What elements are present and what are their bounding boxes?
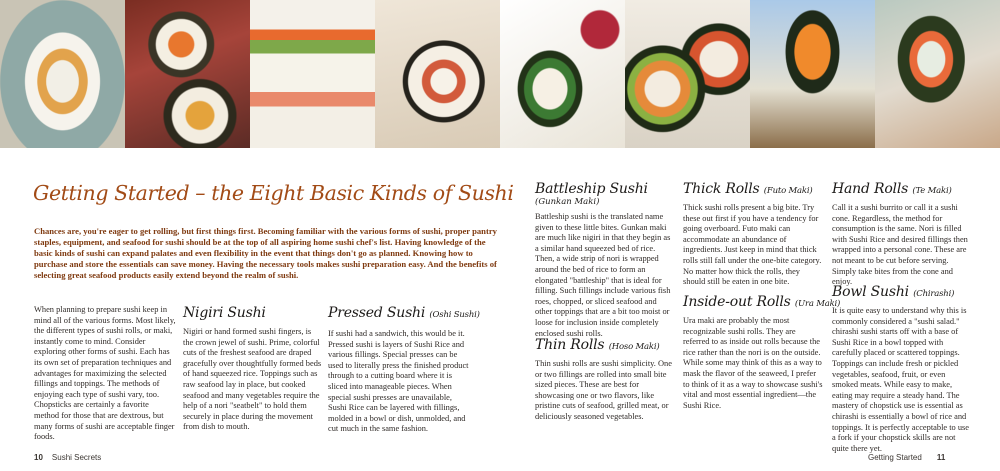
intro-paragraph: Chances are, you're eager to get rolling, but first things first. Becoming familiar with the various forms of sushi, proper pantry staples, equipment, and seafood for sushi should be at the top of all aspiring home sushi chef's list. Having knowledge of the basic kinds of sushi can expand palates and even flexibility in the event that things don't go as planned. Knowing how to purchase and store the essentials can save money. Having the necessary tools makes sushi preparation easy. And the benefits of selecting great seafood products easily extend beyond the realm of sushi. xyxy=(34,226,497,280)
bowl-heading: Bowl Sushi (Chirashi) xyxy=(832,284,955,300)
left-page-number: 10 xyxy=(34,453,43,462)
insideout-section xyxy=(683,294,841,411)
thin-text: Thin sushi rolls are sushi simplicity. One or two fillings are rolled into small bite sized pieces. These are best for showcasing one or two flavors, like pristine cuts of seafood, grilled meat, or deliciously seasoned vegetables. xyxy=(535,359,672,421)
insideout-text: Ura maki are probably the most recognizable sushi rolls. They are referred to as inside out rolls because the rice rather than the nori is on the outside. While some may think of this as a way to mask the flavor of the seaweed, I prefer to think of it as a way to showcase sushi's vital and most essential ingredient—the Sushi Rice. xyxy=(683,316,823,410)
thick-section xyxy=(683,181,823,288)
cucumber-roll-photo xyxy=(500,0,625,148)
right-page-number: 11 xyxy=(936,453,946,462)
thin-section xyxy=(535,337,673,423)
pressed-text: If sushi had a sandwich, this would be it. Pressed sushi is layers of Sushi Rice and various fillings. Special presses can be used to literally press the finished product through to a cutting board where it is sliced into manageable pieces. When special sushi presses are unavailable, Sushi Rice can be layered with fillings, molded in a bowl or dish, unmolded, and cut much in the same fashion. xyxy=(328,329,469,434)
nigiri-heading: Nigiri Sushi xyxy=(183,305,266,321)
hand-heading: Hand Rolls (Te Maki) xyxy=(832,181,952,197)
right-footer xyxy=(868,453,945,463)
pressed-section xyxy=(328,305,480,435)
thin-heading: Thin Rolls (Hoso Maki) xyxy=(535,337,660,353)
right-running-title: Getting Started xyxy=(868,453,922,462)
thick-heading: Thick Rolls (Futo Maki) xyxy=(683,181,813,197)
pressed-sushi-photo xyxy=(250,0,375,148)
hand-section xyxy=(832,181,972,288)
inside-out-rolls-photo xyxy=(625,0,750,148)
chopsticks-roll-photo xyxy=(375,0,500,148)
battleship-subheading: (Gunkan Maki) xyxy=(535,197,600,207)
sushi-bowl-photo xyxy=(0,0,125,148)
lead-column xyxy=(34,305,176,443)
pressed-heading: Pressed Sushi (Oshi Sushi) xyxy=(328,305,480,321)
thick-text: Thick sushi rolls present a big bite. Try these out first if you have a tendency for going overboard. Futo maki can accommodate an abundance of ingredients. Just keep in mind that thick rolls still fall under the one-bite category. No matter how thick the rolls, they should still be eaten in one bite. xyxy=(683,203,822,287)
left-footer xyxy=(34,453,101,463)
page-title: Getting Started – the Eight Basic Kinds of Sushi xyxy=(33,181,514,205)
hand-text: Call it a sushi burrito or call it a sushi cone. Regardless, the method for consumption is the same. Nori is filled with Sushi Rice and desired fillings then wrapped into a personal cone. These are not meant to be cut before serving. Simply take bites from the cone and enjoy. xyxy=(832,203,968,287)
hand-roll-photo xyxy=(875,0,1000,148)
battleship-heading: Battleship Sushi xyxy=(535,181,648,197)
battleship-sushi-photo xyxy=(750,0,875,148)
left-running-title: Sushi Secrets xyxy=(51,453,102,462)
nigiri-section xyxy=(183,305,323,433)
battleship-text: Battleship sushi is the translated name given to these little bites. Gunkan maki are much like nigiri in that they begin as a similar hand squeezed bed of rice. Then, a wide strip of nori is wrapped around the bed of rice to form an elongated "battleship" that is ideal for filling. Such fillings include various fish roes, chopped, or sliced seafood and other toppings that are a bit too moist or loose for inclusion inside completely enclosed sushi rolls. xyxy=(535,212,671,338)
bowl-section xyxy=(832,284,972,454)
sushi-rolls-photo xyxy=(125,0,250,148)
insideout-heading: Inside-out Rolls (Ura Maki) xyxy=(683,294,841,310)
bowl-text: It is quite easy to understand why this is commonly considered a "sushi salad." chirashi sushi starts off with a base of Sushi Rice in a bowl topped with carefully placed or scattered toppings. Toppings can include fresh or pickled vegetables, seafood, fruit, or even smoked meats. While easy to make, eating may require a steady hand. The mastery of chopstick use is essential as chirashi is essentially a bowl of rice and toppings. It is perfectly acceptable to use a fork if your chopstick skills are not quite there yet. xyxy=(832,306,969,453)
battleship-section xyxy=(535,181,673,339)
nigiri-text: Nigiri or hand formed sushi fingers, is the crown jewel of sushi. Prime, colorful cuts of the freshest seafood are draped gracefully over thoughtfully formed beds of hand squeezed rice. Toppings such as raw seafood lay in place, but cooked seafood and many vegetables require the help of a nori "seatbelt" to hold them securely in place during the movement from dish to mouth. xyxy=(183,327,322,432)
photo-strip xyxy=(0,0,1000,148)
lead-paragraph: When planning to prepare sushi keep in mind all of the various forms. Most likely, the different types of sushi rolls, or maki, instantly come to mind. Consider exploring other forms of sushi. Each has its own set of preparation techniques and advantages for maximizing the selected fillings and toppings. The methods of enjoying each type of sushi vary, too. Chopsticks are certainly a favorite method for those that are dextrous, but many forms of sushi are acceptable finger foods. xyxy=(34,305,176,442)
